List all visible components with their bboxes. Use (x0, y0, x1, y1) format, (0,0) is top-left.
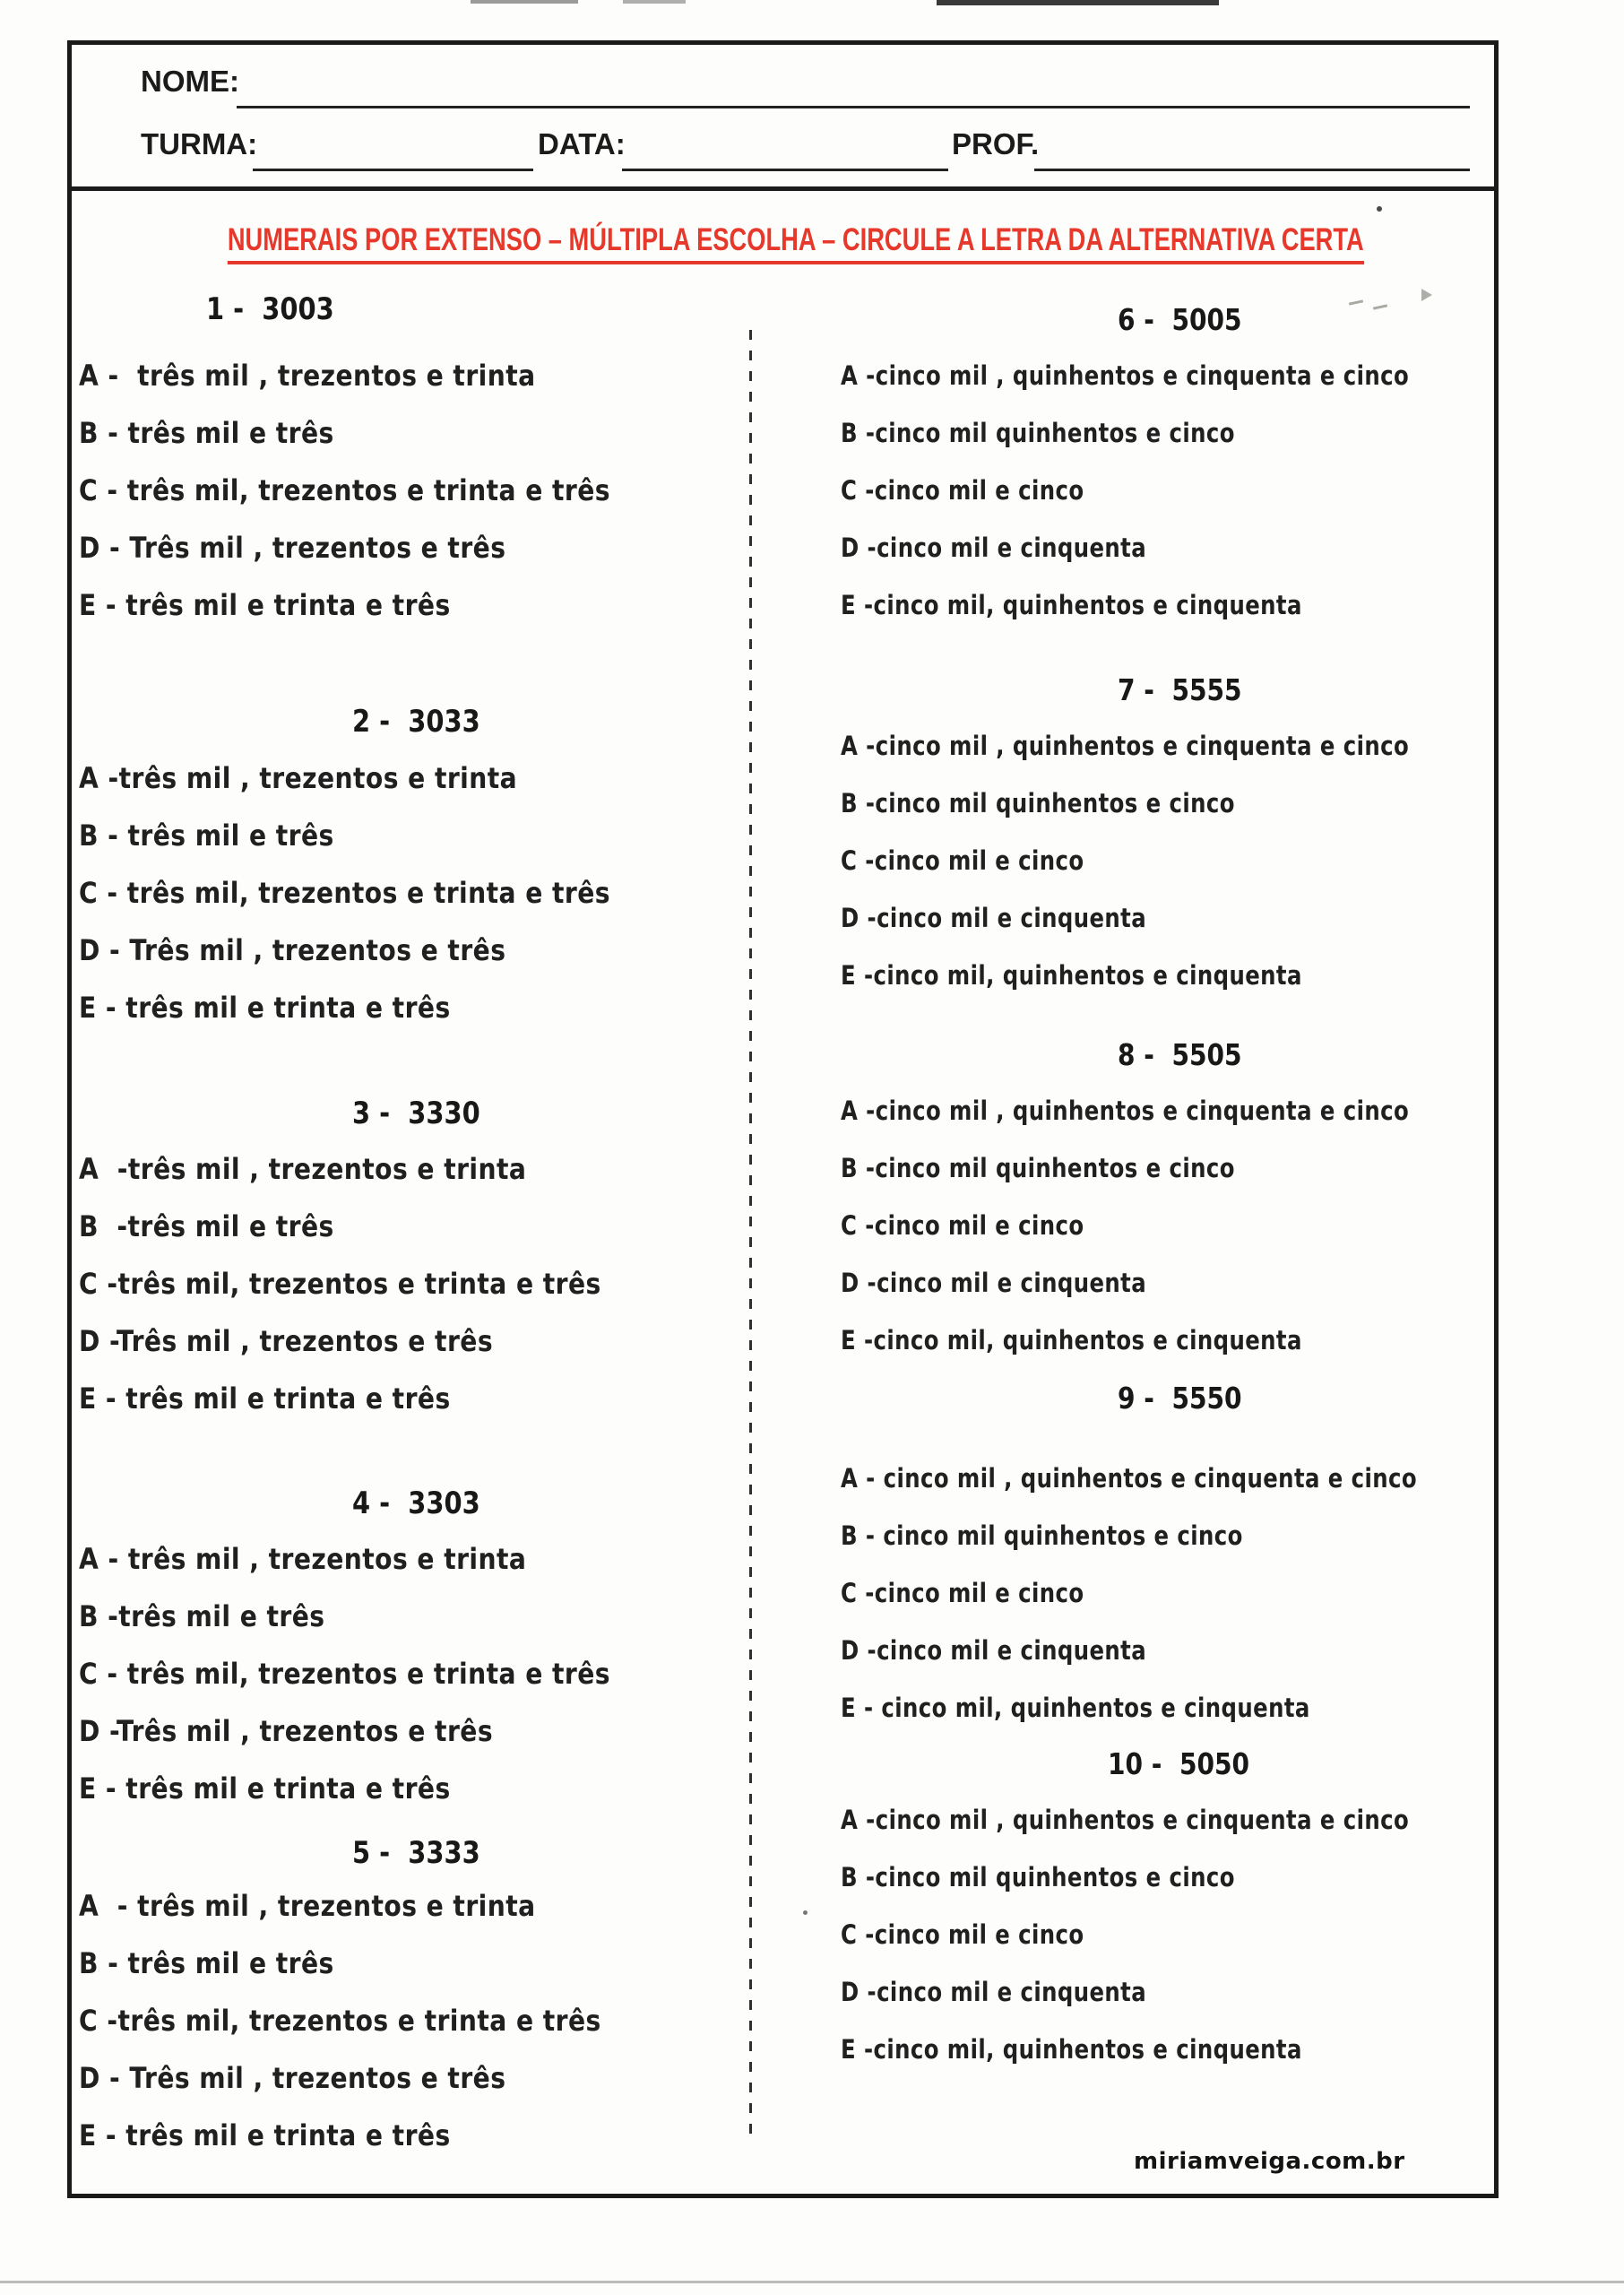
question-5-option-e: E - três mil e trinta e três (79, 2118, 451, 2152)
date-fill-line (622, 169, 948, 171)
question-8 (841, 1037, 1490, 1382)
question-7-option-d: D -cinco mil e cinquenta (841, 903, 1147, 933)
teacher-label: PROF. (952, 127, 1040, 160)
question-2-number: 2 - 3033 (351, 704, 480, 740)
scan-artifact (937, 0, 1219, 5)
question-8-number: 8 - 5505 (1118, 1037, 1242, 1072)
question-10 (841, 1746, 1490, 2091)
question-8-option-c: C -cinco mil e cinco (841, 1210, 1084, 1241)
question-9 (841, 1381, 1490, 1750)
teacher-fill-line (1034, 169, 1470, 171)
question-8-option-e: E -cinco mil, quinhentos e cinquenta (841, 1325, 1302, 1355)
question-4-option-a: A - três mil , trezentos e trinta (79, 1542, 527, 1576)
question-6-option-a: A -cinco mil , quinhentos e cinquenta e cinco (841, 360, 1410, 391)
question-3-option-b: B -três mil e três (79, 1209, 334, 1243)
scan-artifact (0, 2281, 1624, 2283)
question-8-option-d: D -cinco mil e cinquenta (841, 1268, 1147, 1298)
question-6-option-c: C -cinco mil e cinco (841, 475, 1084, 506)
header-separator (67, 186, 1499, 191)
question-9-option-a: A - cinco mil , quinhentos e cinquenta e cinco (841, 1463, 1418, 1494)
date-label: DATA: (538, 127, 626, 160)
scan-artifact (623, 0, 686, 4)
question-3-number: 3 - 3330 (351, 1096, 480, 1131)
question-2-option-c: C - três mil, trezentos e trinta e três (79, 876, 610, 910)
question-1-number: 1 - 3003 (206, 291, 334, 327)
question-7-option-c: C -cinco mil e cinco (841, 845, 1084, 876)
question-10-option-a: A -cinco mil , quinhentos e cinquenta e cinco (841, 1805, 1410, 1835)
question-2-option-e: E - três mil e trinta e três (79, 991, 451, 1025)
question-2-option-a: A -três mil , trezentos e trinta (79, 761, 518, 795)
question-5-option-c: C -três mil, trezentos e trinta e três (79, 2004, 601, 2038)
question-4 (79, 1485, 757, 1829)
question-5-option-b: B - três mil e três (79, 1946, 334, 1980)
question-9-option-d: D -cinco mil e cinquenta (841, 1635, 1147, 1666)
question-7 (841, 672, 1490, 1018)
question-1-option-e: E - três mil e trinta e três (79, 588, 451, 622)
worksheet-title: NUMERAIS POR EXTENSO – MÚLTIPLA ESCOLHA – CIRCULE A LETRA DA ALTERNATIVA CERTA (228, 222, 1364, 264)
question-5-number: 5 - 3333 (351, 1835, 480, 1871)
question-9-option-e: E - cinco mil, quinhentos e cinquenta (841, 1693, 1310, 1723)
question-9-number: 9 - 5550 (1118, 1381, 1242, 1416)
question-4-option-b: B -três mil e três (79, 1599, 325, 1633)
question-7-number: 7 - 5555 (1118, 672, 1242, 707)
scan-artifact (471, 0, 578, 4)
question-7-option-b: B -cinco mil quinhentos e cinco (841, 788, 1235, 818)
question-10-option-e: E -cinco mil, quinhentos e cinquenta (841, 2034, 1302, 2065)
question-5-option-a: A - três mil , trezentos e trinta (79, 1889, 536, 1923)
question-5-option-d: D - Três mil , trezentos e três (79, 2061, 506, 2095)
footer-website: miriamveiga.com.br (1134, 2148, 1405, 2175)
question-6-option-b: B -cinco mil quinhentos e cinco (841, 418, 1235, 448)
question-4-number: 4 - 3303 (351, 1485, 480, 1521)
question-1-option-d: D - Três mil , trezentos e três (79, 531, 506, 565)
worksheet-title-row (67, 222, 1499, 264)
question-8-option-b: B -cinco mil quinhentos e cinco (841, 1153, 1235, 1183)
question-5 (79, 1835, 757, 2176)
question-3-option-a: A -três mil , trezentos e trinta (79, 1152, 527, 1186)
question-1-option-b: B - três mil e três (79, 416, 334, 450)
question-10-option-d: D -cinco mil e cinquenta (841, 1977, 1147, 2007)
question-8-option-a: A -cinco mil , quinhentos e cinquenta e cinco (841, 1096, 1410, 1126)
question-3 (79, 1096, 757, 1439)
question-10-option-c: C -cinco mil e cinco (841, 1919, 1084, 1950)
question-6-option-e: E -cinco mil, quinhentos e cinquenta (841, 590, 1302, 620)
question-4-option-d: D -Três mil , trezentos e três (79, 1714, 494, 1748)
question-6 (841, 302, 1490, 647)
question-3-option-c: C -três mil, trezentos e trinta e três (79, 1267, 601, 1301)
question-9-option-b: B - cinco mil quinhentos e cinco (841, 1520, 1243, 1551)
name-fill-line (237, 106, 1470, 108)
question-1-option-a: A - três mil , trezentos e trinta (79, 359, 536, 393)
question-9-option-c: C -cinco mil e cinco (841, 1578, 1084, 1608)
name-label: NOME: (141, 65, 239, 98)
question-10-option-b: B -cinco mil quinhentos e cinco (841, 1862, 1235, 1892)
question-10-number: 10 - 5050 (1107, 1746, 1249, 1781)
class-fill-line (253, 169, 533, 171)
question-2 (79, 704, 757, 1048)
question-1-option-c: C - três mil, trezentos e trinta e três (79, 473, 610, 507)
question-6-option-d: D -cinco mil e cinquenta (841, 533, 1147, 563)
class-label: TURMA: (141, 127, 258, 160)
question-3-option-e: E - três mil e trinta e três (79, 1381, 451, 1416)
question-7-option-e: E -cinco mil, quinhentos e cinquenta (841, 960, 1302, 991)
question-6-number: 6 - 5005 (1118, 302, 1242, 337)
question-7-option-a: A -cinco mil , quinhentos e cinquenta e cinco (841, 731, 1410, 761)
question-1 (79, 291, 757, 645)
question-2-option-b: B - três mil e três (79, 818, 334, 853)
question-4-option-e: E - três mil e trinta e três (79, 1771, 451, 1806)
question-2-option-d: D - Três mil , trezentos e três (79, 933, 506, 967)
question-4-option-c: C - três mil, trezentos e trinta e três (79, 1657, 610, 1691)
question-3-option-d: D -Três mil , trezentos e três (79, 1324, 494, 1358)
